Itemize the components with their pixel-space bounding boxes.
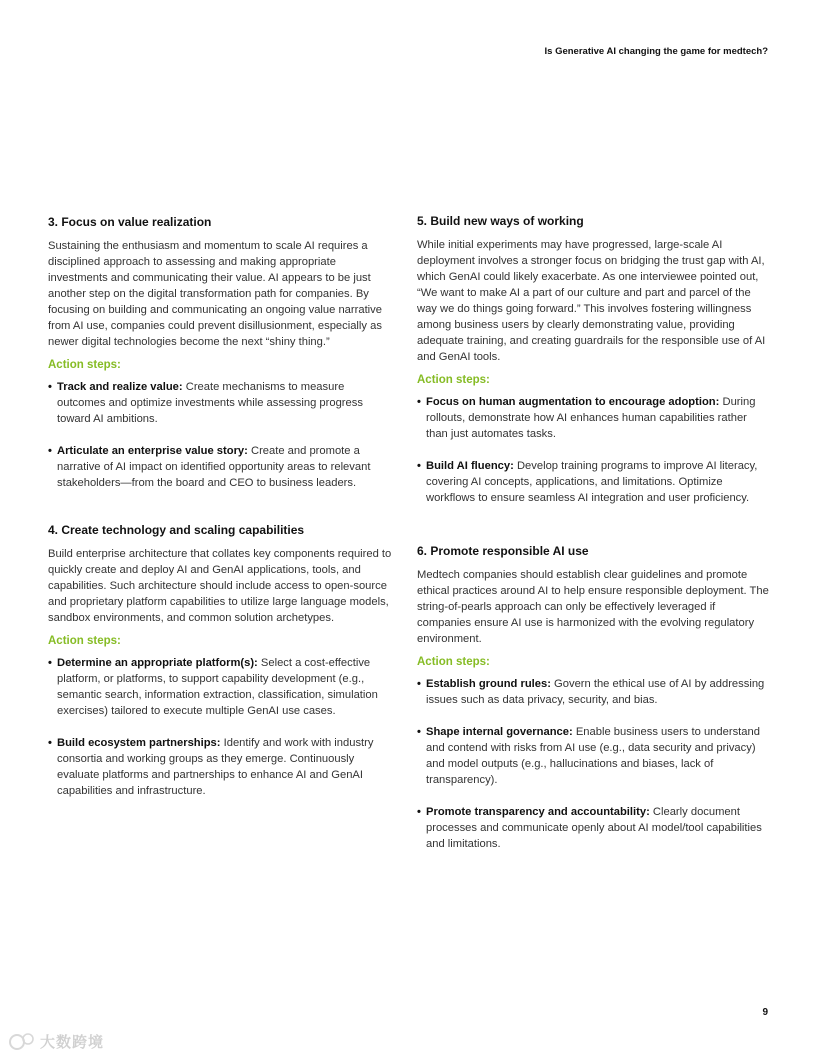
action-step (48, 379, 394, 427)
action-step (417, 804, 769, 852)
action-steps-heading: Action steps: (48, 359, 121, 371)
bullet: • (48, 381, 52, 393)
action-step-title: Determine an appropriate platform(s): (57, 657, 258, 669)
action-step-text: Develop training programs to improve AI literacy, covering AI concepts, applications, and limitations. Optimize workflows to ensure seamless AI integration and user proficiency. (426, 460, 758, 504)
section-heading: 6. Promote responsible AI use (417, 544, 589, 558)
bullet: • (417, 460, 421, 472)
spacer (417, 522, 769, 544)
action-step (417, 394, 769, 442)
action-step-text: During rollouts, demonstrate how AI enhances human capabilities rather than just automates tasks. (426, 396, 756, 440)
action-step (48, 735, 394, 799)
spacer (48, 507, 394, 523)
bullet: • (417, 678, 421, 690)
section-value-realization (48, 215, 394, 491)
bullet: • (417, 806, 421, 818)
bullet: • (417, 396, 421, 408)
action-step-title: Articulate an enterprise value story: (57, 445, 248, 457)
watermark (8, 1030, 104, 1052)
action-steps-list (417, 676, 769, 852)
section-body: Build enterprise architecture that collates key components required to quickly create and deploy AI and GenAI applications, tools, and capabilities. Such architecture should include access to open-source and proprietary platform capabilities to utilize large language models, sandbox environments, and common solution archetypes. (48, 548, 392, 624)
action-step (417, 724, 769, 788)
action-step-text: Create and promote a narrative of AI impact on identified opportunity areas to relevant stakeholders—from the board and CEO to business leaders. (57, 445, 371, 489)
action-steps-heading: Action steps: (48, 635, 121, 647)
section-body: Sustaining the enthusiasm and momentum to scale AI requires a disciplined approach to assessing and making appropriate investments and communicating their value. AI appears to be just another step on the digital transformation path for companies. By focusing on building and communicating an ongoing value narrative from AI use, companies could prevent disillusionment, especially as newer digital technologies become the next “shiny thing.” (48, 240, 382, 348)
action-steps-list (48, 655, 394, 799)
bullet: • (48, 737, 52, 749)
section-responsible-ai (417, 544, 769, 852)
page-number: 9 (762, 1007, 768, 1018)
section-heading: 4. Create technology and scaling capabilities (48, 523, 305, 537)
bullet: • (48, 445, 52, 457)
action-step-text: Clearly document processes and communicate openly about AI model/tool capabilities and limitations. (426, 806, 762, 850)
left-column (48, 215, 394, 815)
action-steps-heading: Action steps: (417, 374, 490, 386)
section-new-ways-of-working (417, 214, 769, 506)
action-step-text: Select a cost-effective platform, or platforms, to support capability development (e.g., semantic search, information extraction, classification, simulation exercises) tailored to execute multiple GenAI use cases. (57, 657, 378, 717)
bullet: • (48, 657, 52, 669)
section-body: While initial experiments may have progressed, large-scale AI deployment involves a stronger focus on bridging the trust gap with AI, which GenAI could likely exacerbate. As one interviewee pointed out, “We want to make AI a part of our culture and part and parcel of the way we do things going forward.” This involves fostering willingness among business users by clearly demonstrating value, providing adequate training, and creating guardrails for the responsible use of AI and GenAI tools. (417, 239, 766, 363)
section-body: Medtech companies should establish clear guidelines and promote ethical practices around AI to help ensure responsible deployment. The string-of-pearls approach can only be effectively leveraged if companies ensure AI use is harmonized with the evolving regulatory environment. (417, 569, 769, 645)
action-step (48, 655, 394, 719)
action-step-title: Shape internal governance: (426, 726, 573, 738)
section-heading: 3. Focus on value realization (48, 215, 212, 229)
action-steps-list (48, 379, 394, 491)
action-step (48, 443, 394, 491)
action-step (417, 458, 769, 506)
action-steps-heading: Action steps: (417, 656, 490, 668)
running-header: Is Generative AI changing the game for medtech? (544, 46, 768, 57)
section-technology-scaling (48, 523, 394, 799)
action-step-title: Establish ground rules: (426, 678, 551, 690)
action-step-title: Focus on human augmentation to encourage adoption: (426, 396, 720, 408)
action-steps-list (417, 394, 769, 506)
watermark-text: 大数跨境 (40, 1032, 105, 1051)
watermark-logo-icon (8, 1031, 36, 1051)
action-step-text: Enable business users to understand and contend with risks from AI use (e.g., data security and privacy) and model outputs (e.g., hallucinations and biases, lack of transparency). (426, 726, 760, 786)
right-column (417, 214, 769, 868)
action-step-title: Promote transparency and accountability: (426, 806, 650, 818)
action-step-text: Create mechanisms to measure outcomes and optimize investments while assessing progress toward AI ambitions. (57, 381, 363, 425)
action-step-title: Track and realize value: (57, 381, 183, 393)
section-heading: 5. Build new ways of working (417, 214, 584, 228)
action-step-text: Identify and work with industry consortia and working groups as they emerge. Continuously evaluate platforms and partnerships to enhance AI and GenAI capabilities and infrastructure. (57, 737, 374, 797)
bullet: • (417, 726, 421, 738)
action-step-text: Govern the ethical use of AI by addressing issues such as data privacy, security, and bias. (426, 678, 765, 706)
action-step-title: Build ecosystem partnerships: (57, 737, 221, 749)
action-step-title: Build AI fluency: (426, 460, 514, 472)
action-step (417, 676, 769, 708)
